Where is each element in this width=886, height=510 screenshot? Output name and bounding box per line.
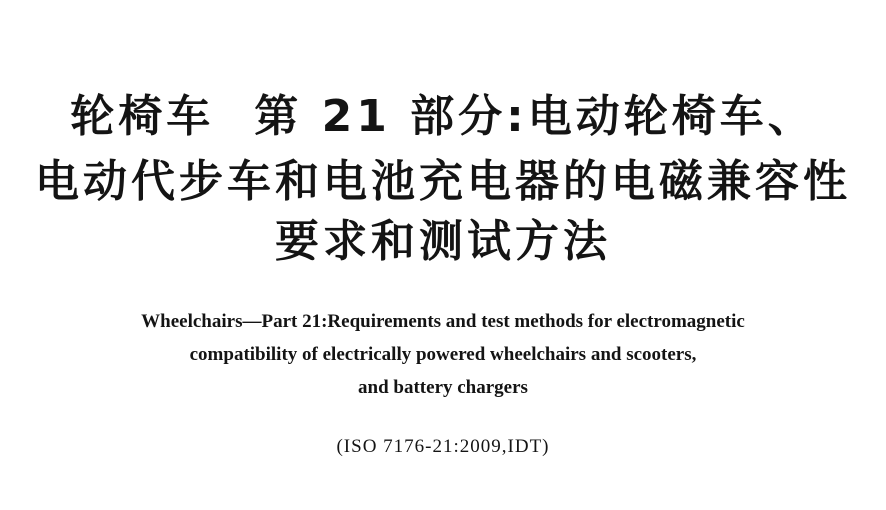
english-title-line-1: Wheelchairs—Part 21:Requirements and test methods for electromagnetic [141,311,745,332]
chinese-title-line-1 [0,91,886,142]
english-title-line-2: compatibility of electrically powered wheelchairs and scooters, [189,344,697,365]
chinese-title-line-3: 要求和测试方法 [275,216,611,267]
english-title-line-3: and battery chargers [358,377,528,398]
chinese-title-part: 第 21 部分:电动轮椅车、 [254,91,816,142]
chinese-title-line-2: 电动代步车和电池充电器的电磁兼容性 [35,156,851,207]
chinese-title-series: 轮椅车 [70,91,215,142]
standard-reference: (ISO 7176-21:2009,IDT) [336,436,550,457]
